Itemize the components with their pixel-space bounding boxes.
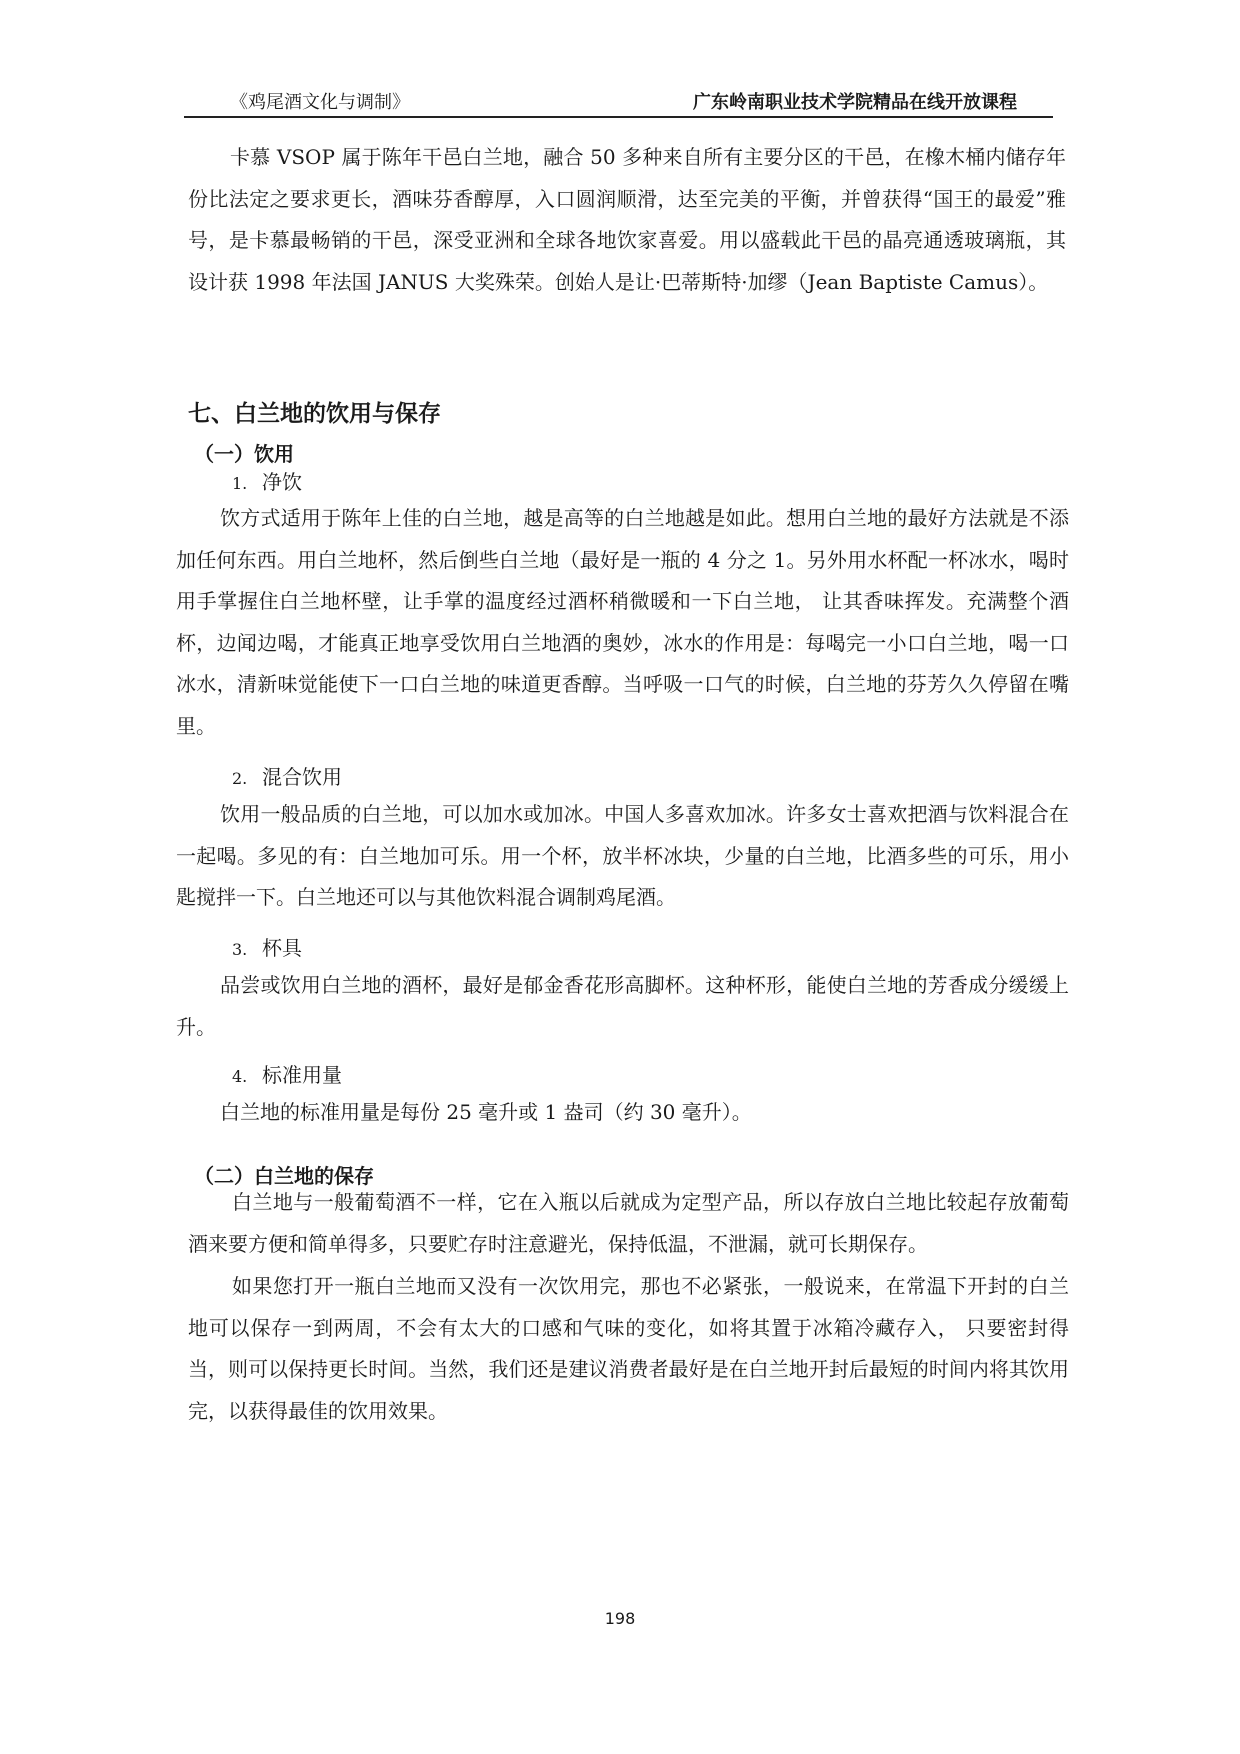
item-heading-text: 净饮 [262, 470, 302, 494]
item-heading-serving [232, 1059, 342, 1088]
page-number: 198 [604, 1609, 636, 1628]
item-number: 3. [232, 940, 248, 959]
subsection-title-storage: （二）白兰地的保存 [194, 1164, 374, 1188]
section-title: 七、白兰地的饮用与保存 [188, 401, 441, 427]
paragraph-mixed: 饮用一般品质的白兰地，可以加水或加冰。中国人多喜欢加冰。许多女士喜欢把酒与饮料混合在一起喝。多见的有：白兰地加可乐。用一个杯，放半杯冰块，少量的白兰地，比酒多些的可乐，用小匙搅拌一下。白兰地还可以与其他饮料混合调制鸡尾酒。 [176, 802, 1069, 909]
item-number: 1. [232, 474, 248, 493]
paragraph-neat: 饮方式适用于陈年上佳的白兰地，越是高等的白兰地越是如此。想用白兰地的最好方法就是不添加任何东西。用白兰地杯，然后倒些白兰地（最好是一瓶的 4 分之 1。另外用水杯配一杯冰水，喝时用手掌握住白兰地杯壁，让手掌的温度经过酒杯稍微暖和一下白兰地， 让其香味挥发。充满整个酒杯，边闻边喝，才能真正地享受饮用白兰地酒的奥妙，冰水的作用是：每喝完一小口白兰地，喝一口冰水，清新味觉能使下一口白兰地的味道更香醇。当呼吸一口气的时候，白兰地的芬芳久久停留在嘴里。 [176, 506, 1069, 738]
paragraph-storage-2: 如果您打开一瓶白兰地而又没有一次饮用完，那也不必紧张，一般说来，在常温下开封的白兰地可以保存一到两周，不会有太大的口感和气味的变化，如将其置于冰箱冷藏存入， 只要密封得当，则可以保持更长时间。当然，我们还是建议消费者最好是在白兰地开封后最短的时间内将其饮用完，以获得最佳的饮用效果。 [188, 1274, 1069, 1423]
paragraph-storage-1: 白兰地与一般葡萄酒不一样，它在入瓶以后就成为定型产品，所以存放白兰地比较起存放葡萄酒来要方便和简单得多，只要贮存时注意避光，保持低温，不泄漏，就可长期保存。 [188, 1190, 1069, 1256]
intro-paragraph: 卡慕 VSOP 属于陈年干邑白兰地，融合 50 多种来自所有主要分区的干邑，在橡木桶内储存年份比法定之要求更长，酒味芬香醇厚，入口圆润顺滑，达至完美的平衡，并曾获得“国王的最爱”雅号，是卡慕最畅销的干邑，深受亚洲和全球各地饮家喜爱。用以盛载此干邑的晶亮通透玻璃瓶，其设计获 1998 年法国 JANUS 大奖殊荣。创始人是让·巴蒂斯特·加缪（Jean Baptiste Camus）。 [188, 145, 1066, 294]
item-heading-text: 杯具 [262, 936, 302, 960]
header-course-title: 《鸡尾酒文化与调制》 [230, 92, 410, 113]
item-heading-mixed [232, 761, 342, 790]
item-number: 2. [232, 769, 248, 788]
paragraph-glassware: 品尝或饮用白兰地的酒杯，最好是郁金香花形高脚杯。这种杯形，能使白兰地的芳香成分缓缓上升。 [176, 973, 1069, 1039]
paragraph-serving: 白兰地的标准用量是每份 25 毫升或 1 盎司（约 30 毫升）。 [220, 1100, 752, 1124]
header-institution: 广东岭南职业技术学院精品在线开放课程 [693, 92, 1017, 113]
item-number: 4. [232, 1067, 248, 1086]
item-heading-neat [232, 466, 302, 495]
page-header [184, 84, 1053, 118]
item-heading-text: 标准用量 [262, 1063, 342, 1087]
item-heading-glassware [232, 932, 302, 961]
item-heading-text: 混合饮用 [262, 765, 342, 789]
subsection-title-drinking: （一）饮用 [194, 442, 294, 466]
